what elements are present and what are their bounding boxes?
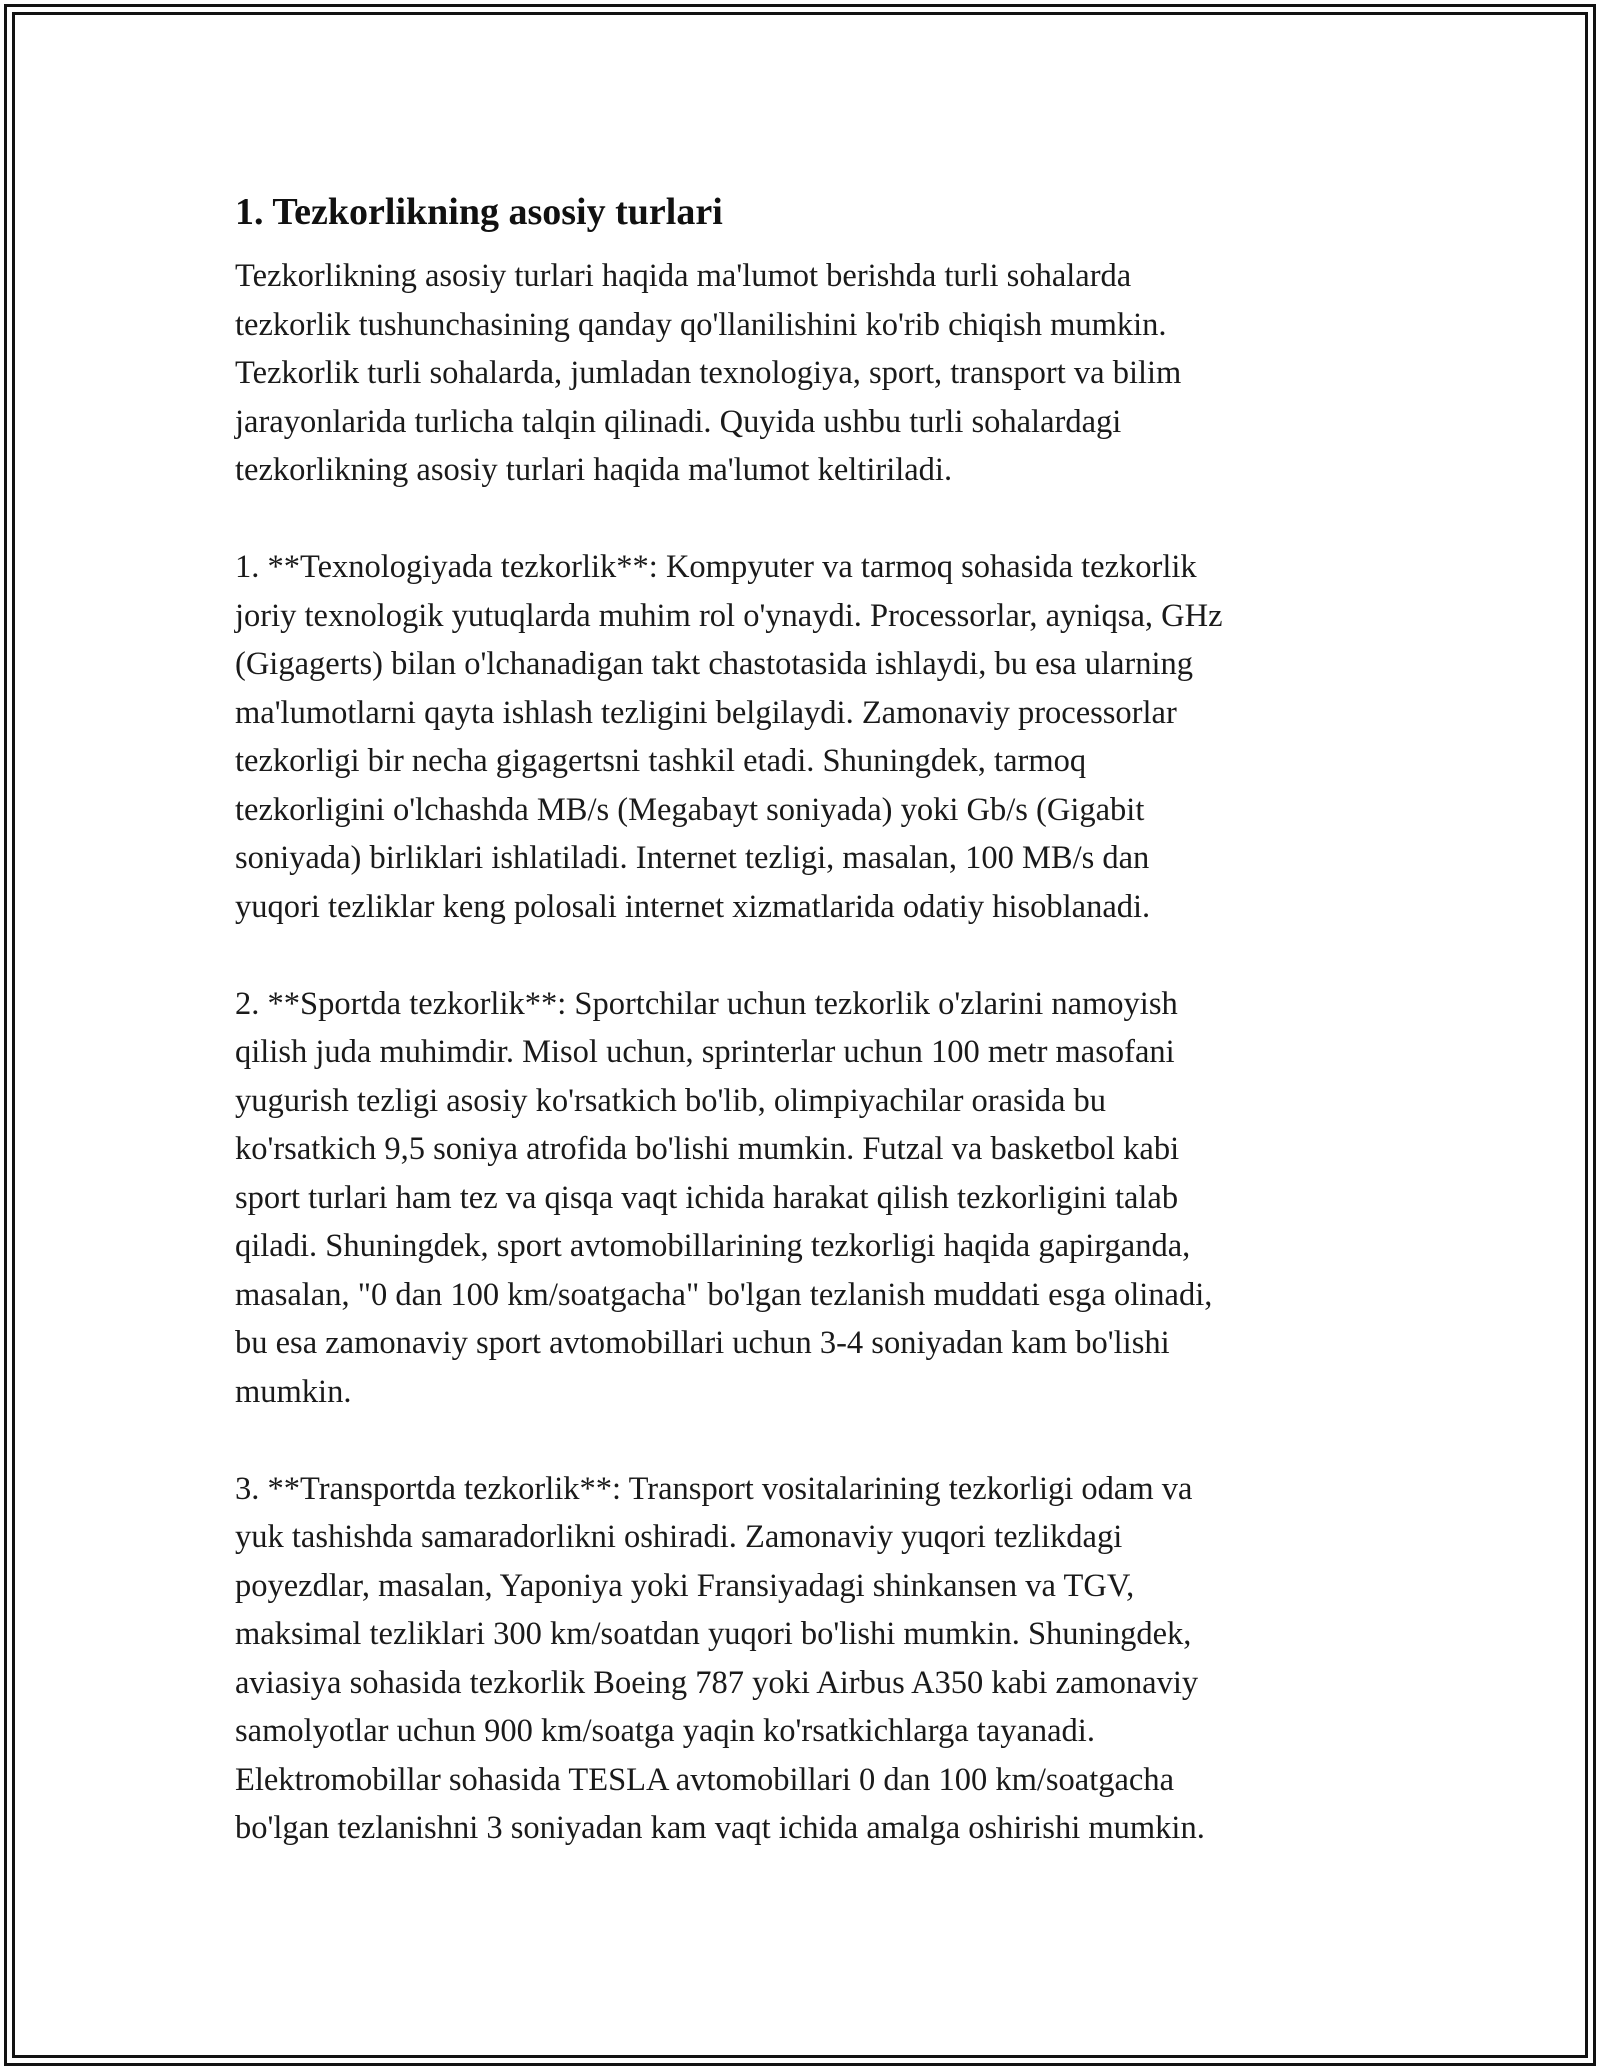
section-heading: 1. Tezkorlikning asosiy turlari <box>235 191 723 233</box>
document-content <box>235 186 1365 1853</box>
section-body-text: Tezkorlikning asosiy turlari haqida ma'lumot berishda turli sohalarda tezkorlik tushunchasining qanday qo'llanilishini ko'rib chiqish mumkin. Tezkorlik turli sohalarda, jumladan texnologiya, sport, transport va bilim jarayonlarida turlicha talqin qilinadi. Quyida ushbu turli sohalardagi tezkorlikning asosiy turlari haqida ma'lumot keltiriladi. 1. **Texnologiyada tezkorlik**: Kompyuter va tarmoq sohasida tezkorlik joriy texnologik yutuqlarda muhim rol o'ynaydi. Processorlar, ayniqsa, GHz (Gigagerts) bilan o'lchanadigan takt chastotasida ishlaydi, bu esa ularning ma'lumotlarni qayta ishlash tezligini belgilaydi. Zamonaviy processorlar tezkorligi bir necha gigagertsni tashkil etadi. Shuningdek, tarmoq tezkorligini o'lchashda MB/s (Megabayt soniyada) yoki Gb/s (Gigabit soniyada) birliklari ishlatiladi. Internet tezligi, masalan, 100 MB/s dan yuqori tezliklar keng polosali internet xizmatlarida odatiy hisoblanadi. 2. **Sportda tezkorlik**: Sportchilar uchun tezkorlik o'zlarini namoyish qilish juda muhimdir. Misol uchun, sprinterlar uchun 100 metr masofani yugurish tezligi asosiy ko'rsatkich bo'lib, olimpiyachilar orasida bu ko'rsatkich 9,5 soniya atrofida bo'lishi mumkin. Futzal va basketbol kabi sport turlari ham tez va qisqa vaqt ichida harakat qilish tezkorligini talab qiladi. Shuningdek, sport avtomobillarining tezkorligi haqida gapirganda, masalan, "0 dan 100 km/soatgacha" bo'lgan tezlanish muddati esga olinadi, bu esa zamonaviy sport avtomobillari uchun 3-4 soniyadan kam bo'lishi mumkin. 3. **Transportda tezkorlik**: Transport vositalarining tezkorligi odam va yuk tashishda samaradorlikni oshiradi. Zamonaviy yuqori tezlikdagi poyezdlar, masalan, Yaponiya yoki Fransiyadagi shinkansen va TGV, maksimal tezliklari 300 km/soatdan yuqori bo'lishi mumkin. Shuningdek, aviasiya sohasida tezkorlik Boeing 787 yoki Airbus A350 kabi zamonaviy samolyotlar uchun 900 km/soatga yaqin ko'rsatkichlarga tayanadi. Elektromobillar sohasida TESLA avtomobillari 0 dan 100 km/soatgacha bo'lgan tezlanishni 3 soniyadan kam vaqt ichida amalga oshirishi mumkin. <box>235 258 1223 1846</box>
